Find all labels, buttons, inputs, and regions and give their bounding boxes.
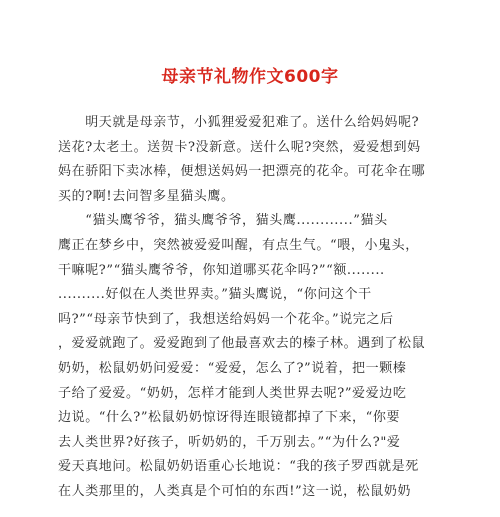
text-line: 边说。“什么?”松鼠奶奶惊讶得连眼镜都掉了下来，“你要 (58, 410, 401, 426)
text-line: 鹰正在梦乡中，突然被爱爱叫醒，有点生气。“喂，小鬼头， (58, 237, 419, 253)
text-line: 去人类世界?好孩子，听奶奶的，千万别去。”“为什么?"爱 (58, 434, 401, 450)
article-body (58, 111, 426, 505)
document-title: 母亲节礼物作文600字 (161, 67, 339, 87)
text-line: 子给了爱爱。“奶奶，怎样才能到人类世界去呢?”爱爱边吃 (58, 385, 407, 401)
text-line: 干嘛呢?”“猫头鹰爷爷，你知道哪买花伞吗?”“额........ (58, 262, 385, 278)
text-line: 在人类那里的，人类真是个可怕的东西!”这一说，松鼠奶奶 (58, 483, 412, 499)
text-line: 奶奶，松鼠奶奶问爱爱：“爱爱，怎么了?”说着，把一颗榛 (58, 360, 407, 376)
text-line: 吗?”“母亲节快到了，我想送给妈妈一个花伞。”说完之后 (58, 311, 394, 327)
text-line: 妈在骄阳下卖冰棒，便想送妈妈一把漂亮的花伞。可花伞在哪 (58, 164, 426, 180)
text-line: “猫头鹰爷爷，猫头鹰爷爷，猫头鹰............”猫头 (58, 213, 388, 229)
text-line: 送花?太老土。送贺卡?没新意。送什么呢?突然，爱爱想到妈 (58, 139, 421, 155)
text-line: 爱天真地问。松鼠奶奶语重心长地说：“我的孩子罗西就是死 (58, 459, 419, 475)
paragraph-1 (58, 111, 426, 209)
text-line: 明天就是母亲节，小狐狸爱爱犯难了。送什么给妈妈呢? (58, 115, 420, 130)
text-line: ，爱爱就跑了。爱爱跑到了他最喜欢去的榛子林。遇到了松鼠 (58, 336, 426, 352)
paragraph-2 (58, 209, 426, 504)
text-line: 买的?啊!去问智多星猫头鹰。 (58, 188, 235, 204)
text-line: ..........好似在人类世界卖。”猫头鹰说，“你问这个干 (58, 287, 372, 303)
